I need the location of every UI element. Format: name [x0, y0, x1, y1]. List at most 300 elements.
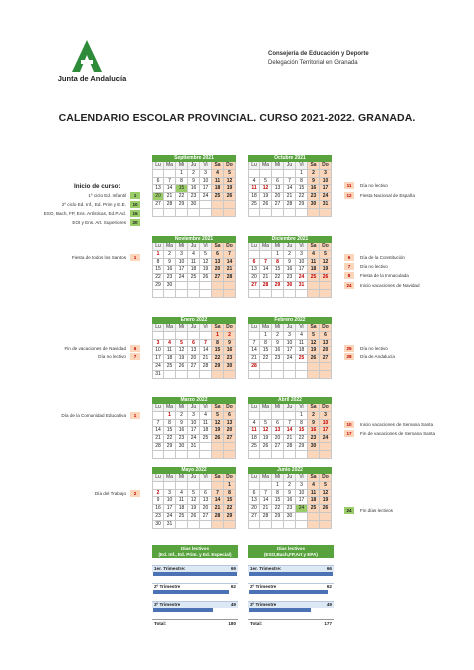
- table-header: [248, 545, 334, 558]
- table-spacer: [152, 576, 238, 583]
- day-cell: 25: [200, 435, 212, 443]
- day-cell: 4: [176, 490, 188, 498]
- empty-day-cell: [224, 371, 236, 379]
- day-cell: 24: [176, 274, 188, 282]
- day-cell: 27: [248, 513, 260, 521]
- day-cell: 29: [152, 282, 164, 290]
- day-cell: 1: [296, 170, 308, 178]
- total-value: 180: [228, 620, 236, 626]
- weekday-header: Mi: [272, 404, 284, 412]
- day-cell: 7: [260, 259, 272, 267]
- day-cell: 30: [308, 201, 320, 209]
- table-spacer: [248, 558, 334, 565]
- empty-day-cell: [164, 170, 176, 178]
- day-cell: 30: [284, 513, 296, 521]
- day-cell: 30: [308, 443, 320, 451]
- day-cell: 25: [296, 355, 308, 363]
- empty-day-cell: [188, 282, 200, 290]
- empty-day-cell: [248, 251, 260, 259]
- day-cell: 27: [248, 282, 260, 290]
- empty-day-cell: [284, 412, 296, 420]
- legend-label: EOI y Ens. Art. Superiores: [72, 220, 126, 225]
- day-cell: 6: [320, 332, 332, 340]
- legend-label: Fin de vacaciones de Navidad: [64, 346, 126, 351]
- total-value: 177: [324, 620, 332, 626]
- empty-day-cell: [164, 209, 176, 217]
- day-cell: 1: [212, 332, 224, 340]
- month-title: Junio 2022: [248, 467, 332, 474]
- day-cell: 29: [296, 443, 308, 451]
- table-header-line-2: (Ed. Inf., Ed. Prim. y Ed. Especial): [158, 551, 232, 557]
- day-cell: 12: [176, 347, 188, 355]
- day-cell: 3: [320, 412, 332, 420]
- day-cell: 5: [320, 482, 332, 490]
- empty-day-cell: [320, 513, 332, 521]
- weekday-header: Vi: [296, 324, 308, 332]
- day-cell: 28: [224, 274, 236, 282]
- empty-day-cell: [308, 513, 320, 521]
- empty-day-cell: [308, 282, 320, 290]
- weekday-header: Do: [224, 474, 236, 482]
- weekday-header: Ju: [284, 243, 296, 251]
- month-title: Marzo 2022: [152, 397, 236, 404]
- day-cell: 27: [188, 363, 200, 371]
- empty-day-cell: [224, 209, 236, 217]
- empty-day-cell: [320, 443, 332, 451]
- legend-day-box: 1: [130, 412, 140, 419]
- day-cell: 26: [200, 274, 212, 282]
- empty-day-cell: [152, 332, 164, 340]
- empty-day-cell: [176, 332, 188, 340]
- legend-day-box: 24: [344, 507, 354, 514]
- empty-day-cell: [152, 209, 164, 217]
- empty-day-cell: [284, 363, 296, 371]
- empty-day-cell: [152, 451, 164, 459]
- empty-day-cell: [296, 290, 308, 298]
- day-cell: 23: [308, 193, 320, 201]
- empty-day-cell: [284, 521, 296, 529]
- legend-day-box: 10: [130, 201, 140, 208]
- weekday-header: Vi: [200, 404, 212, 412]
- day-cell: 16: [284, 266, 296, 274]
- day-cell: 4: [212, 170, 224, 178]
- day-cell: 6: [224, 412, 236, 420]
- day-cell: 15: [272, 497, 284, 505]
- table-row: [248, 601, 334, 608]
- course-start-title: Inicio de curso:: [74, 183, 121, 190]
- day-cell: 5: [308, 332, 320, 340]
- empty-day-cell: [272, 371, 284, 379]
- day-cell: 1: [272, 251, 284, 259]
- day-cell: 8: [164, 420, 176, 428]
- day-cell: 6: [248, 490, 260, 498]
- legend-label: ESO, Bach, FP, Ens. Artísticas, Ed.P.Ad.: [43, 211, 126, 216]
- legend-day-box: 6: [130, 345, 140, 352]
- day-cell: 5: [320, 251, 332, 259]
- table-row: [152, 601, 238, 608]
- day-cell: 24: [296, 274, 308, 282]
- weekday-header: Sa: [308, 404, 320, 412]
- empty-day-cell: [248, 451, 260, 459]
- day-cell: 16: [272, 347, 284, 355]
- empty-day-cell: [284, 209, 296, 217]
- day-cell: 25: [248, 201, 260, 209]
- legend-day-box: 8: [344, 272, 354, 279]
- month-title: Septiembre 2021: [152, 155, 236, 162]
- legend-label: 2º ciclo Ed. Inf., Ed. Prim y E.E.: [61, 202, 126, 207]
- empty-day-cell: [212, 482, 224, 490]
- day-cell: 24: [284, 355, 296, 363]
- weekday-header: Ma: [164, 243, 176, 251]
- weekday-header: Mi: [272, 324, 284, 332]
- day-cell: 17: [320, 185, 332, 193]
- empty-day-cell: [200, 451, 212, 459]
- month-day-grid: [152, 162, 236, 217]
- empty-day-cell: [176, 482, 188, 490]
- weekday-header: Vi: [296, 243, 308, 251]
- day-cell: 27: [272, 443, 284, 451]
- day-cell: 12: [320, 259, 332, 267]
- day-cell: 2: [308, 412, 320, 420]
- empty-day-cell: [224, 451, 236, 459]
- empty-day-cell: [260, 412, 272, 420]
- weekday-header: Do: [320, 243, 332, 251]
- day-cell: 20: [224, 427, 236, 435]
- empty-day-cell: [200, 209, 212, 217]
- day-cell: 7: [152, 420, 164, 428]
- day-cell: 4: [308, 482, 320, 490]
- organization-info: [268, 50, 369, 68]
- day-cell: 22: [296, 193, 308, 201]
- day-cell: 21: [284, 435, 296, 443]
- empty-day-cell: [188, 332, 200, 340]
- day-cell: 24: [320, 193, 332, 201]
- day-cell: 4: [188, 251, 200, 259]
- empty-day-cell: [308, 451, 320, 459]
- day-cell: 26: [188, 513, 200, 521]
- day-cell: 20: [248, 505, 260, 513]
- legend-day-box: 7: [344, 263, 354, 270]
- day-cell: 10: [296, 259, 308, 267]
- table-row: [152, 565, 238, 572]
- day-cell: 9: [284, 259, 296, 267]
- legend-label: Inicio vacaciones de Semana Santa: [360, 422, 434, 427]
- day-cell: 2: [164, 251, 176, 259]
- legend-label: Fin de vacaciones de Semana Santa: [360, 431, 436, 436]
- empty-day-cell: [296, 209, 308, 217]
- weekday-header: Lu: [248, 324, 260, 332]
- empty-day-cell: [260, 290, 272, 298]
- page-title: CALENDARIO ESCOLAR PROVINCIAL. CURSO 2021-2022. GRANADA.: [58, 112, 416, 124]
- day-cell: 15: [164, 427, 176, 435]
- legend-label: Día de Andalucía: [360, 354, 395, 359]
- day-cell: 9: [164, 259, 176, 267]
- day-cell: 19: [320, 266, 332, 274]
- empty-day-cell: [248, 482, 260, 490]
- day-cell: 11: [164, 347, 176, 355]
- org-line-1: Consejería de Educación y Deporte: [268, 51, 369, 57]
- empty-day-cell: [260, 209, 272, 217]
- day-cell: 4: [248, 420, 260, 428]
- day-cell: 25: [308, 274, 320, 282]
- day-cell: 23: [272, 355, 284, 363]
- day-cell: 6: [152, 178, 164, 186]
- day-cell: 11: [188, 259, 200, 267]
- empty-day-cell: [176, 371, 188, 379]
- month-day-grid: [248, 324, 332, 379]
- weekday-header: Ma: [164, 162, 176, 170]
- empty-day-cell: [164, 332, 176, 340]
- day-cell: 6: [272, 420, 284, 428]
- day-cell: 23: [176, 435, 188, 443]
- day-cell: 7: [164, 178, 176, 186]
- empty-day-cell: [176, 521, 188, 529]
- empty-day-cell: [188, 371, 200, 379]
- table-header-line-1: Días lectivos: [180, 546, 210, 551]
- day-cell: 2: [284, 251, 296, 259]
- day-cell: 14: [248, 347, 260, 355]
- day-cell: 21: [152, 435, 164, 443]
- weekday-header: Vi: [200, 324, 212, 332]
- day-cell: 27: [200, 513, 212, 521]
- day-cell: 27: [152, 201, 164, 209]
- empty-day-cell: [188, 209, 200, 217]
- day-cell: 6: [200, 490, 212, 498]
- day-cell: 11: [296, 340, 308, 348]
- day-cell: 23: [188, 193, 200, 201]
- weekday-header: Ma: [260, 243, 272, 251]
- day-cell: 26: [320, 274, 332, 282]
- day-cell: 15: [272, 266, 284, 274]
- day-cell: 3: [296, 251, 308, 259]
- day-cell: 3: [152, 340, 164, 348]
- legend-day-box: 1: [130, 254, 140, 261]
- weekday-header: Lu: [248, 474, 260, 482]
- weekday-header: Do: [320, 474, 332, 482]
- month-calendar: [152, 317, 236, 379]
- legend-label: Día no lectivo: [360, 346, 388, 351]
- day-cell: 14: [284, 427, 296, 435]
- trimester-value: 49: [326, 601, 332, 607]
- day-cell: 18: [308, 497, 320, 505]
- day-cell: 12: [188, 497, 200, 505]
- day-cell: 8: [224, 490, 236, 498]
- day-cell: 24: [320, 435, 332, 443]
- weekday-header: Vi: [296, 162, 308, 170]
- logo-text: Junta de Andalucía: [57, 74, 127, 83]
- day-cell: 9: [284, 490, 296, 498]
- day-cell: 20: [320, 347, 332, 355]
- day-cell: 14: [260, 497, 272, 505]
- empty-day-cell: [320, 282, 332, 290]
- day-cell: 22: [272, 274, 284, 282]
- empty-day-cell: [284, 451, 296, 459]
- day-cell: 20: [212, 266, 224, 274]
- day-cell: 16: [152, 505, 164, 513]
- day-cell: 2: [152, 490, 164, 498]
- day-cell: 9: [308, 178, 320, 186]
- weekday-header: Do: [320, 404, 332, 412]
- day-cell: 18: [164, 355, 176, 363]
- day-cell: 7: [284, 178, 296, 186]
- day-cell: 27: [320, 355, 332, 363]
- empty-day-cell: [224, 521, 236, 529]
- day-cell: 21: [212, 505, 224, 513]
- empty-day-cell: [152, 290, 164, 298]
- weekday-header: Do: [224, 404, 236, 412]
- table-spacer: [152, 594, 238, 601]
- month-day-grid: [152, 404, 236, 459]
- day-cell: 22: [152, 274, 164, 282]
- empty-day-cell: [152, 482, 164, 490]
- day-cell: 19: [320, 497, 332, 505]
- weekday-header: Mi: [176, 474, 188, 482]
- day-cell: 22: [224, 505, 236, 513]
- junta-logo: [42, 40, 132, 88]
- table-total-row: [152, 619, 238, 626]
- day-cell: 25: [308, 505, 320, 513]
- day-cell: 31: [152, 371, 164, 379]
- empty-day-cell: [320, 371, 332, 379]
- day-cell: 5: [224, 170, 236, 178]
- legend-day-box: 12: [344, 192, 354, 199]
- day-cell: 22: [164, 435, 176, 443]
- day-cell: 29: [272, 282, 284, 290]
- day-cell: 4: [248, 178, 260, 186]
- table-header: [152, 545, 238, 558]
- month-calendar: [248, 155, 332, 217]
- weekday-header: Do: [320, 162, 332, 170]
- weekday-header: Vi: [200, 474, 212, 482]
- month-day-grid: [248, 404, 332, 459]
- day-cell: 15: [212, 347, 224, 355]
- legend-day-box: 20: [130, 219, 140, 226]
- junta-logo-icon: [72, 40, 102, 72]
- weekday-header: Ju: [188, 324, 200, 332]
- day-cell: 30: [188, 201, 200, 209]
- table-total-row: [248, 619, 334, 626]
- day-cell: 20: [152, 193, 164, 201]
- empty-day-cell: [260, 251, 272, 259]
- day-cell: 16: [308, 185, 320, 193]
- trimester-value: 66: [326, 566, 332, 572]
- day-cell: 20: [272, 435, 284, 443]
- legend-label: Día no lectivo: [360, 183, 388, 188]
- total-label: Total:: [250, 620, 263, 626]
- day-cell: 8: [272, 259, 284, 267]
- empty-day-cell: [296, 371, 308, 379]
- month-title: Octubre 2021: [248, 155, 332, 162]
- empty-day-cell: [164, 482, 176, 490]
- empty-day-cell: [272, 170, 284, 178]
- day-cell: 20: [200, 505, 212, 513]
- day-cell: 25: [212, 193, 224, 201]
- day-cell: 11: [308, 490, 320, 498]
- weekday-header: Lu: [152, 474, 164, 482]
- weekday-header: Lu: [248, 162, 260, 170]
- day-cell: 14: [200, 347, 212, 355]
- weekday-header: Lu: [152, 404, 164, 412]
- month-day-grid: [248, 243, 332, 298]
- day-cell: 20: [188, 355, 200, 363]
- weekday-header: Do: [224, 324, 236, 332]
- day-cell: 22: [176, 193, 188, 201]
- day-cell: 18: [248, 193, 260, 201]
- day-cell: 13: [320, 340, 332, 348]
- day-cell: 12: [224, 178, 236, 186]
- month-title: Noviembre 2021: [152, 236, 236, 243]
- weekday-header: Ma: [164, 324, 176, 332]
- day-cell: 22: [212, 355, 224, 363]
- day-cell: 13: [248, 266, 260, 274]
- day-cell: 14: [164, 185, 176, 193]
- trimester-value: 49: [230, 601, 236, 607]
- day-cell: 3: [296, 482, 308, 490]
- weekday-header: Mi: [272, 474, 284, 482]
- day-cell: 21: [248, 355, 260, 363]
- day-cell: 26: [320, 505, 332, 513]
- legend-label: 1º ciclo Ed. Infantil: [88, 193, 126, 198]
- day-cell: 5: [188, 490, 200, 498]
- day-cell: 11: [200, 420, 212, 428]
- day-cell: 15: [152, 266, 164, 274]
- empty-day-cell: [200, 443, 212, 451]
- day-cell: 15: [224, 497, 236, 505]
- day-cell: 11: [308, 259, 320, 267]
- empty-day-cell: [188, 521, 200, 529]
- trimester-value: 62: [230, 583, 236, 589]
- day-cell: 8: [296, 420, 308, 428]
- day-cell: 28: [212, 513, 224, 521]
- day-cell: 24: [296, 505, 308, 513]
- legend-label: Fiesta de la Inmaculada: [360, 273, 409, 278]
- empty-day-cell: [308, 209, 320, 217]
- day-cell: 17: [296, 266, 308, 274]
- day-cell: 2: [272, 332, 284, 340]
- day-cell: 17: [188, 427, 200, 435]
- weekday-header: Sa: [308, 243, 320, 251]
- month-calendar: [152, 236, 236, 298]
- day-cell: 27: [272, 201, 284, 209]
- day-cell: 1: [272, 482, 284, 490]
- day-cell: 19: [308, 347, 320, 355]
- empty-day-cell: [248, 290, 260, 298]
- day-cell: 29: [224, 513, 236, 521]
- empty-day-cell: [284, 371, 296, 379]
- table-row: [248, 565, 334, 572]
- weekday-header: Sa: [212, 404, 224, 412]
- day-cell: 23: [152, 513, 164, 521]
- weekday-header: Sa: [308, 324, 320, 332]
- day-cell: 17: [200, 185, 212, 193]
- weekday-header: Mi: [176, 243, 188, 251]
- day-cell: 28: [248, 363, 260, 371]
- day-cell: 7: [284, 420, 296, 428]
- weekday-header: Mi: [176, 404, 188, 412]
- trimester-label: 3º Trimestre: [154, 601, 181, 607]
- day-cell: 21: [164, 193, 176, 201]
- empty-day-cell: [272, 363, 284, 371]
- empty-day-cell: [200, 290, 212, 298]
- weekday-header: Ma: [164, 474, 176, 482]
- day-cell: 17: [152, 355, 164, 363]
- day-cell: 19: [200, 266, 212, 274]
- day-cell: 10: [152, 347, 164, 355]
- day-cell: 24: [152, 363, 164, 371]
- day-cell: 28: [200, 363, 212, 371]
- day-cell: 2: [284, 482, 296, 490]
- empty-day-cell: [296, 521, 308, 529]
